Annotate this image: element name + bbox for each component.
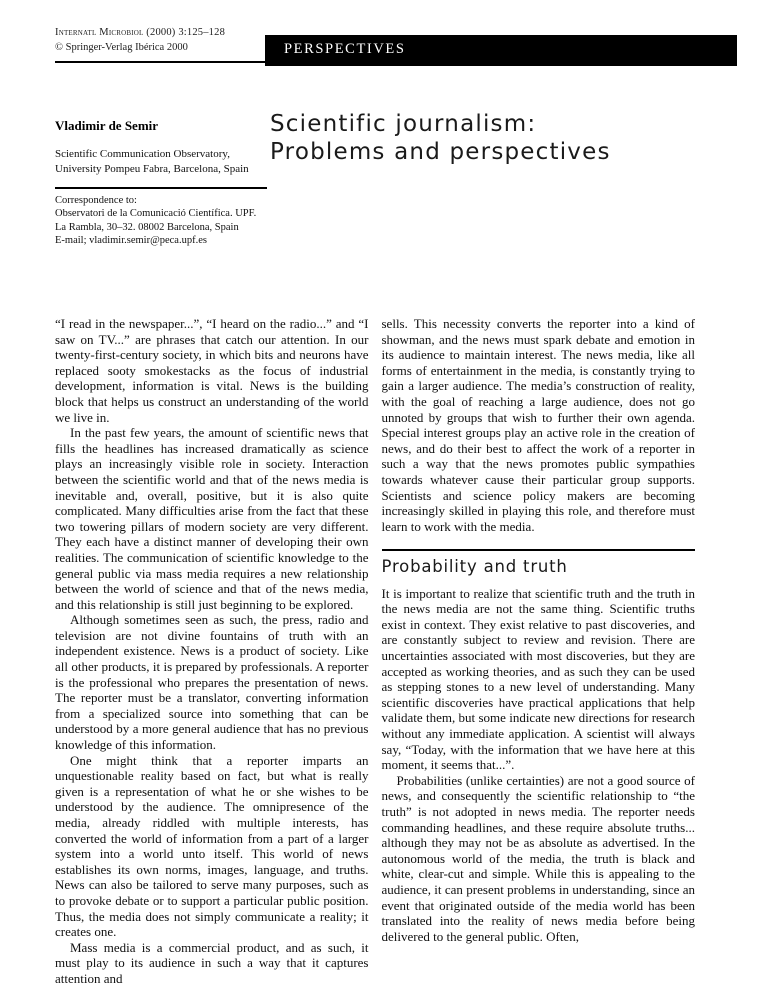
- journal-copyright: © Springer-Verlag Ibérica 2000: [55, 41, 188, 53]
- header-rule: [55, 61, 267, 63]
- section-heading: Probability and truth: [381, 557, 568, 577]
- article-title-line: Problems and perspectives: [270, 138, 611, 165]
- author-name: Vladimir de Semir: [55, 118, 159, 133]
- section-rule: [382, 549, 696, 551]
- journal-meta: [55, 26, 225, 55]
- paragraph: sells. This necessity converts the reporter into a kind of showman, and the news must spark debate and emotion in its audience to maintain interest. The news media, like all forms of entertainment in the media, is constantly trying to gain a larger audience. The media’s construction of reality, with the goal of reaching a large audience, does not go unnoted by groups that wish to further their own agenda. Special interest groups play an active role in the creation of news, and do their best to affect the work of a reporter in such a way that the news promotes public sympathies towards whatever cause their particular group supports. Scientists and science policy makers are becoming increasingly skilled in playing this role, and therefore must learn to work with the media.: [381, 316, 695, 534]
- correspondence-line: La Rambla, 30–32. 08002 Barcelona, Spain: [55, 221, 239, 233]
- journal-citation: Internatl Microbiol (2000) 3:125–128: [55, 27, 226, 38]
- affiliation-line: Scientific Communication Observatory,: [55, 148, 230, 160]
- correspondence-label: Correspondence to:: [55, 194, 137, 206]
- byline-block: [55, 118, 267, 248]
- section-banner: [265, 35, 737, 66]
- paragraph: It is important to realize that scientific truth and the truth in the news media are not the same thing. Scientific truths exist in context. They exist relative to past discoveries, and are constantly subject to review and revision. There are uncertainties associated with most discoveries, but they are accepted as working theories, and as such they can be used as stepping stones to a new level of understanding. Many scientific discoveries have practical applications that help validate them, but some indicate new directions for research without any immediate application. A scientist will always say, “Today, with the information that we have here at this moment, it seems that...”.: [381, 585, 695, 773]
- article-title-line: Scientific journalism:: [270, 111, 537, 137]
- article-body: [55, 316, 695, 987]
- left-column: [55, 316, 369, 987]
- right-column: [382, 316, 696, 987]
- correspondence-rule: [55, 187, 267, 189]
- correspondence-line: Observatori de la Comunicació Científica. UPF.: [55, 208, 257, 220]
- affiliation: [55, 147, 267, 176]
- paragraph: “I read in the newspaper...”, “I heard on the radio...” and “I saw on TV...” are phrases that catch our attention. In our twenty-first-century society, in which bits and neurons have replaced sooty smokestacks as the focus of industrial development, information is vital. News is the building block that helps us construct an understanding of the world we live in.: [55, 316, 369, 425]
- paragraph: Probabilities (unlike certainties) are not a good source of news, and consequently the scientific relationship to “the truth” is not adopted in news media. The reporter needs commanding headlines, and these require absolute truths... although they may not be as absolute as advertised. In the autonomous world of the media, the truth is black and white, clear-cut and simple. While this is appealing to the audience, it can present problems in understanding, since an event that originated outside of the media world has been translated into the reality of news media before being delivered to the general public. Often,: [381, 772, 695, 944]
- correspondence-email: E-mail; vladimir.semir@peca.upf.es: [55, 235, 207, 247]
- section-banner-label: PERSPECTIVES: [284, 41, 406, 57]
- correspondence-block: [55, 194, 267, 248]
- paragraph: One might think that a reporter imparts an unquestionable reality based on fact, but what is really given is a representation of what he or she wishes to be understood by the audience. The omnipresence of the media, already riddled with multiple interests, has converted the world of information from a part of a larger system into a world unto itself. This world of news establishes its own norms, images, language, and truths. News can also be tailored to serve many purposes, such as to provoke debate or to support a particular public position. Thus, the media does not simply communicate a reality; it creates one.: [55, 752, 369, 940]
- affiliation-line: University Pompeu Fabra, Barcelona, Spain: [55, 162, 249, 175]
- paragraph: Although sometimes seen as such, the press, radio and television are not divine fountains of truth with an independent existence. News is a product of society. Like all other products, it is prepared by professionals. A reporter is the professional who prepares the presentation of news. The reporter must be a translator, converting information from a specialized source into something that can be understood by a more general audience that has no previous knowledge of this information.: [55, 612, 369, 753]
- paragraph: In the past few years, the amount of scientific news that fills the headlines has increased dramatically as science plays an increasingly visible role in society. Interaction between the scientific world and that of the news media is inevitable and, overall, positive, but it is also quite complicated. Many difficulties arise from the fact that these two towering pillars of modern society are very different. They each have a distinct manner of developing their own realities. The communication of scientific knowledge to the general public via mass media requires a new relationship between the world of science and that of the news media, and this relationship is still just beginning to be explored.: [55, 425, 369, 612]
- article-title: [270, 111, 611, 166]
- paragraph: Mass media is a commercial product, and as such, it must play to its audience in such a way that it captures attention and: [55, 939, 369, 986]
